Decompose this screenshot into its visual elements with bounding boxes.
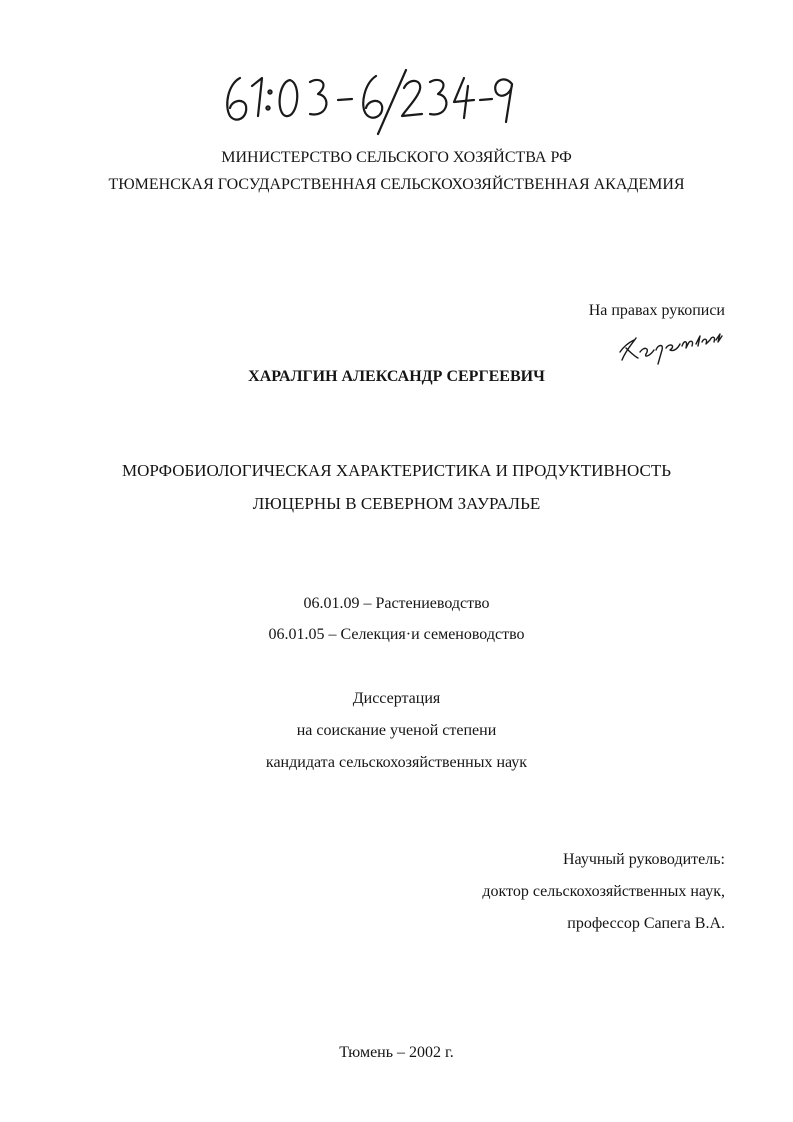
- place-year: Тюмень – 2002 г.: [339, 1044, 454, 1061]
- dissertation-title-line2: ЛЮЦЕРНЫ В СЕВЕРНОМ ЗАУРАЛЬЕ: [252, 494, 541, 513]
- author-name: ХАРАЛГИН АЛЕКСАНДР СЕРГЕЕВИЧ: [248, 368, 545, 385]
- author-signature: [616, 330, 726, 368]
- handwritten-archive-code: [218, 66, 518, 136]
- dissertation-title-line1: МОРФОБИОЛОГИЧЕСКАЯ ХАРАКТЕРИСТИКА И ПРОДУКТИВНОСТЬ: [122, 461, 671, 480]
- supervisor-degree: доктор сельскохозяйственных наук,: [482, 883, 725, 900]
- degree-name: кандидата сельскохозяйственных наук: [265, 754, 528, 771]
- signature-drawing: [616, 330, 726, 368]
- degree-purpose: на соискание ученой степени: [296, 722, 497, 739]
- ministry-name: МИНИСТЕРСТВО СЕЛЬСКОГО ХОЗЯЙСТВА РФ: [221, 149, 572, 166]
- handwritten-archive-code-drawing: [218, 66, 518, 136]
- academy-name: ТЮМЕНСКАЯ ГОСУДАРСТВЕННАЯ СЕЛЬСКОХОЗЯЙСТВЕННАЯ АКАДЕМИЯ: [108, 176, 685, 193]
- supervisor-label: Научный руководитель:: [562, 851, 725, 868]
- supervisor-name: профессор Сапега В.А.: [567, 915, 725, 932]
- document-type: Диссертация: [352, 690, 441, 707]
- specialty-2: 06.01.05 – Селекция·и семеноводство: [268, 626, 525, 643]
- manuscript-rights-note: На правах рукописи: [588, 302, 725, 319]
- specialty-1: 06.01.09 – Растениеводство: [303, 595, 490, 612]
